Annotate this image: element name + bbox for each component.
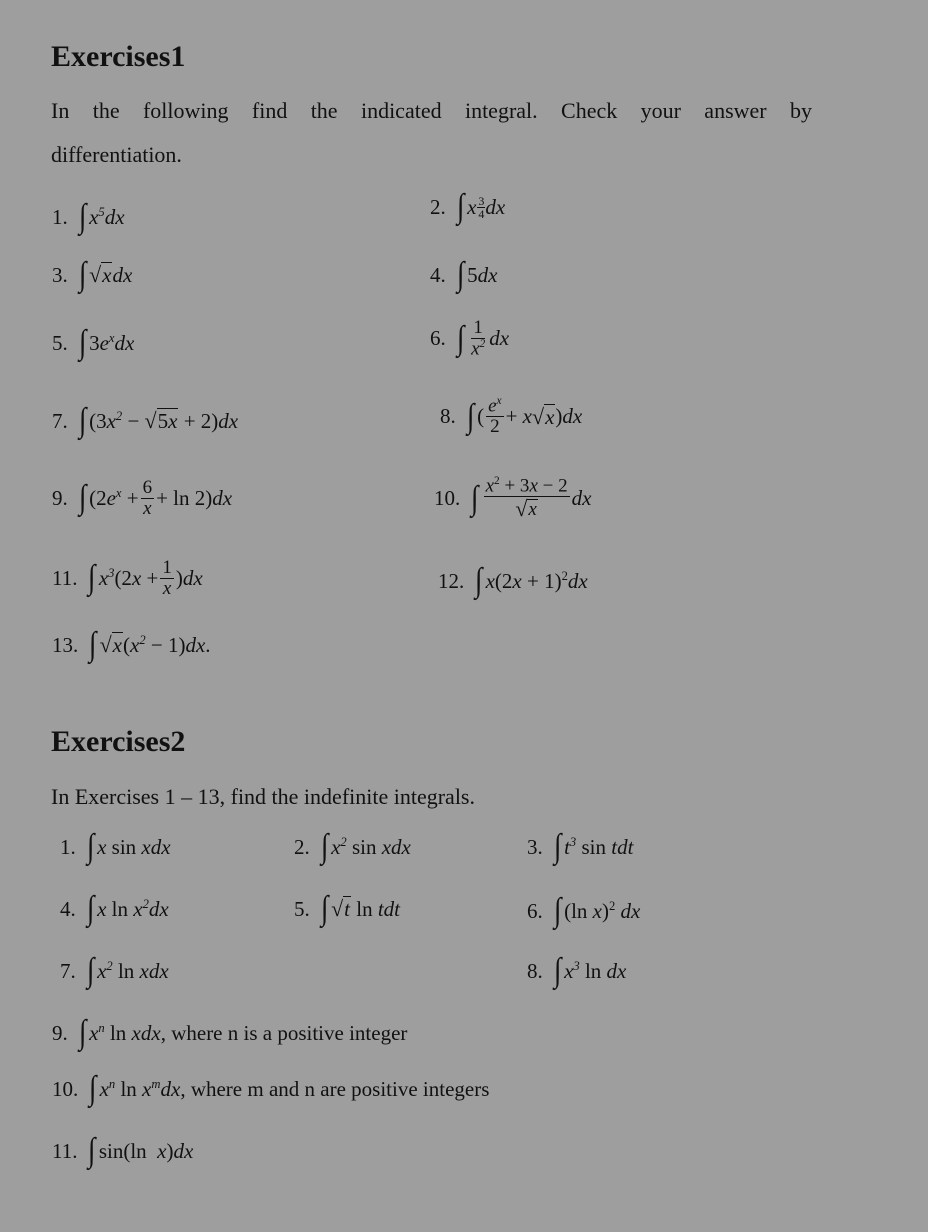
- section1-intro-cont: differentiation.: [51, 142, 182, 167]
- exercise-1-6: 6. ∫ $\frac{1}{x^2}$ dx: [430, 317, 510, 360]
- exercise-2-8: 8. ∫ $x^3$ ln dx: [527, 952, 627, 989]
- section2-title: Exercises2: [51, 725, 186, 758]
- exercise-1-5: 5. ∫ 3 $e^xdx$: [52, 324, 135, 361]
- section1-title: Exercises1: [51, 40, 186, 73]
- section1-intro: In the following find the indicated integral. Check your answer by: [51, 98, 812, 123]
- exercise-2-5: 5. ∫ √ t ln tdt: [294, 890, 401, 927]
- exercise-2-11: 11. ∫ sin(ln x ) dx: [52, 1132, 194, 1169]
- exercise-1-3: 3. ∫ √ x dx: [52, 256, 133, 293]
- exercise-1-8: 8. ∫ ( $\frac{e^x}{2}$ + x √ x ) dx: [440, 395, 583, 438]
- exercise-1-2: 2. ∫ x 3 4 dx: [430, 188, 506, 225]
- exercise-1-13: 13. ∫ √ x ( $x^2$ − 1) dx .: [52, 626, 211, 663]
- exercise-2-10: 10. ∫ $x^n$ ln $x^mdx$ , where m and n are positive integers: [52, 1070, 490, 1107]
- exercise-1-9: 9. ∫ (2 $e^x$ + $\frac{6}{x}$ + ln 2) dx: [52, 477, 233, 519]
- exercise-2-7: 7. ∫ $x^2$ ln xdx: [60, 952, 169, 989]
- exercise-1-1: 1. ∫ $x^5dx$: [52, 198, 125, 235]
- exercise-2-3: 3. ∫ $t^3$ sin tdt: [527, 828, 634, 865]
- exercise-2-1: 1. ∫ x sin xdx: [60, 828, 171, 865]
- exercise-1-11: 11. ∫ $x^3$ (2 x + $\frac{1}{x}$ ) dx: [52, 557, 203, 599]
- exercise-2-4: 4. ∫ x ln $x^2dx$: [60, 890, 169, 927]
- exercise-2-6: 6. ∫ (ln x )$^2$ dx: [527, 892, 641, 929]
- exercise-1-10: 10. ∫ $x^2 + 3x - 2$ √ x dx: [434, 475, 592, 522]
- exercise-2-9: 9. ∫ $x^n$ ln xdx , where n is a positive integer: [52, 1014, 408, 1051]
- exercise-1-4: 4. ∫ 5 dx: [430, 256, 498, 293]
- section2-intro: In Exercises 1 – 13, find the indefinite integrals.: [51, 784, 475, 809]
- exercise-2-2: 2. ∫ $x^2$ sin xdx: [294, 828, 411, 865]
- exercise-1-7: 7. ∫ (3 $x^2$ − √ 5x + 2) dx: [52, 402, 239, 439]
- exercise-1-12: 12. ∫ x (2 x + 1)$^2$ dx: [438, 562, 588, 599]
